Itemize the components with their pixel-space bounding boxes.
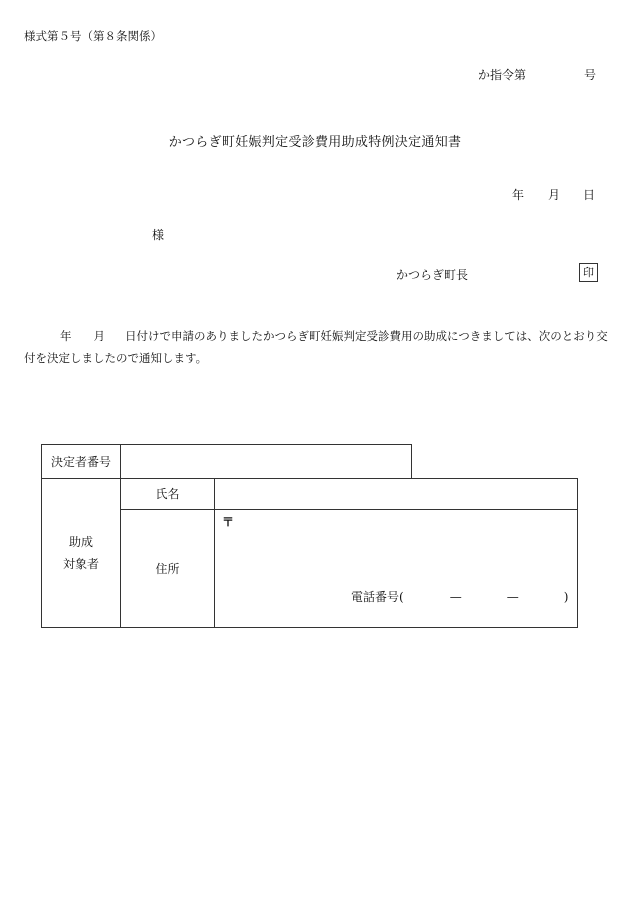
date-day-label: 日 (583, 188, 596, 202)
name-label: 氏名 (155, 487, 180, 501)
subsidy-target-label-cell (41, 478, 121, 628)
postal-mark: 〒 (222, 515, 235, 529)
notification-body (24, 325, 608, 369)
subsidy-target-label-line2: 対象者 (62, 557, 99, 571)
addressee-honorific: 様 (152, 228, 165, 242)
subsidy-target-label-line1: 助成 (68, 535, 93, 549)
decision-number-label-cell (41, 444, 121, 479)
seal-mark: 印 (579, 263, 598, 282)
name-value-cell (214, 478, 578, 510)
document-number-prefix: か指令第 (478, 68, 527, 82)
address-label-cell (120, 509, 215, 628)
body-month-label: 月 (93, 329, 105, 343)
phone-number-line (351, 588, 568, 605)
date-month-label: 月 (548, 188, 561, 202)
phone-label: 電話番号( (351, 590, 404, 604)
document-title: かつらぎ町妊娠判定受診費用助成特例決定通知書 (168, 135, 462, 150)
document-number-suffix: 号 (584, 68, 597, 82)
body-sentence: 日付けで申請のありましたかつらぎ町妊娠判定受診費用の助成につきましては、次のとおり交付を決定しましたので通知します。 (24, 329, 608, 365)
decision-number-value-cell (120, 444, 412, 479)
issuer-mayor-label: かつらぎ町長 (396, 268, 469, 282)
name-label-cell (120, 478, 215, 510)
decision-number-label: 決定者番号 (50, 454, 111, 469)
date-year-label: 年 (512, 188, 525, 202)
phone-close-paren: ) (563, 590, 569, 604)
address-label: 住所 (155, 561, 180, 576)
address-value-cell (214, 509, 578, 628)
body-year-label: 年 (60, 329, 72, 343)
form-number-label: 様式第５号（第８条関係） (24, 29, 162, 43)
phone-dash-1: — (449, 590, 462, 604)
phone-dash-2: — (506, 590, 519, 604)
